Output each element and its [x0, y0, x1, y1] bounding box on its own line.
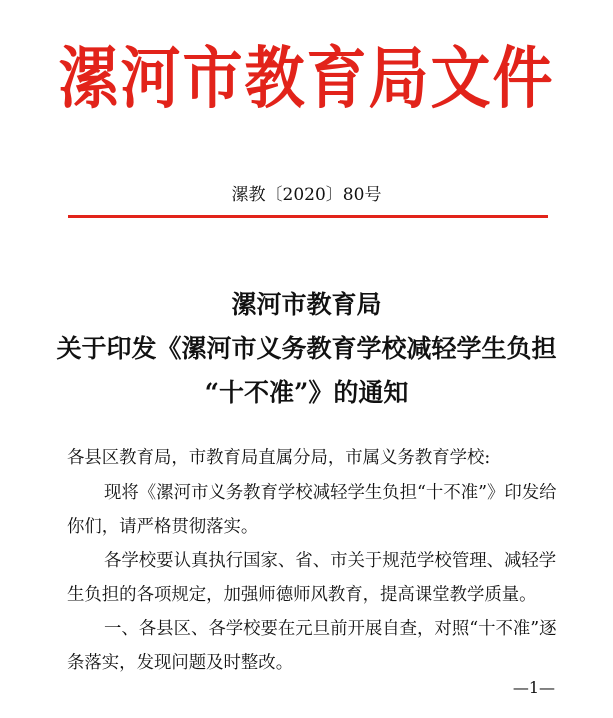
red-divider-line	[68, 215, 548, 218]
masthead-title: 漯河市教育局文件	[58, 40, 555, 119]
paragraph-3-line-1: 一、各县区、各学校要在元旦前开展自查，对照“十不准”逐	[104, 619, 557, 639]
paragraph-1-line-2: 你们，请严格贯彻落实。	[67, 517, 259, 537]
title-line-2: 关于印发《漯河市义务教育学校减轻学生负担	[56, 334, 557, 363]
paragraph-1-line-1: 现将《漯河市义务教育学校减轻学生负担“十不准”》印发给	[104, 483, 557, 503]
paragraph-3-line-2: 条落实，发现问题及时整改。	[67, 653, 294, 673]
paragraph-2-line-2: 生负担的各项规定，加强师德师风教育，提高课堂教学质量。	[67, 585, 537, 605]
title-line-3: “十不准”》的通知	[204, 378, 409, 407]
salutation: 各县区教育局，市教育局直属分局，市属义务教育学校:	[67, 448, 491, 468]
page-number: —1—	[512, 678, 555, 697]
document-number: 漯教〔2020〕80号	[231, 185, 382, 205]
title-line-1: 漯河市教育局	[231, 290, 382, 319]
paragraph-2-line-1: 各学校要认真执行国家、省、市关于规范学校管理、减轻学	[104, 551, 557, 571]
